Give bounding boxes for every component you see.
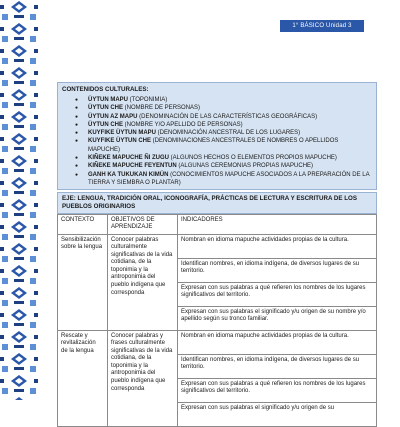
context-cell: Rescate y revitalización de la lengua bbox=[58, 331, 108, 427]
cultural-contents-title: CONTENIDOS CULTURALES: bbox=[62, 86, 149, 93]
objective-cell: Conocer palabras y frases culturalmente significativas de la vida cotidiana, de la toponimia y la antroponimia del pueblo indígena que corresponda bbox=[108, 331, 178, 427]
curriculum-table bbox=[57, 214, 377, 427]
unit-header-badge: 1° BÁSICO Unidad 3 bbox=[280, 20, 364, 32]
cultural-contents-box bbox=[57, 82, 377, 190]
list-item: ● KIÑEKE MAPUCHE ÑI ZUGU (ALGUNOS HECHOS O ELEMENTOS PROPIOS MAPUCHE) bbox=[88, 154, 372, 162]
indicator-cell: Expresan con sus palabras el significado y/u origen de su bbox=[178, 403, 377, 427]
axis-heading: EJE: LENGUA, TRADICIÓN ORAL, ICONOGRAFÍA, PRÁCTICAS DE LECTURA Y ESCRITURA DE LOS PUEBLOS ORIGINARIOS bbox=[57, 192, 377, 214]
header-indicadores: INDICADORES bbox=[178, 215, 377, 235]
indicator-cell: Nombran en idioma mapuche actividades propias de la cultura. bbox=[178, 235, 377, 259]
list-item: ● ÜYTUN CHE (NOMBRE DE PERSONAS) bbox=[88, 104, 372, 112]
indicator-cell: Expresan con sus palabras el significado y/u origen de su nombre y/o apellido según su tronco familiar. bbox=[178, 307, 377, 331]
indicator-cell: Identifican nombres, en idioma indígena, de diversos lugares de su territorio. bbox=[178, 259, 377, 283]
header-contexto: CONTEXTO bbox=[58, 215, 108, 235]
list-item: ● GANH KA TUKUKAN KIMÜN (CONOCIMIENTOS MAPUCHE ASOCIADOS A LA PREPARACIÓN DE LA TIERRA Y SIEMBRA O PLANTAR) bbox=[88, 171, 372, 188]
list-item: ● ÜYTUN CHE (NOMBRE Y/O APELLIDO DE PERSONAS) bbox=[88, 121, 372, 129]
decorative-border-pattern bbox=[0, 0, 38, 400]
table-row bbox=[58, 235, 377, 259]
list-item: ● KUYFIKE ÜYTUN MAPU (DENOMINACIÓN ANCESTRAL DE LOS LUGARES) bbox=[88, 129, 372, 137]
list-item: ● ÜYTUN AZ MAPU (DENOMINACIÓN DE LAS CARACTERÍSTICAS GEOGRÁFICAS) bbox=[88, 113, 372, 121]
objective-cell: Conocer palabras culturalmente significativas de la vida cotidiana, de la toponimia y la antroponimia del pueblo indígena que corresponda bbox=[108, 235, 178, 331]
cultural-contents-list bbox=[62, 96, 372, 187]
table-row bbox=[58, 331, 377, 355]
header-objetivos: OBJETIVOS DE APRENDIZAJE bbox=[108, 215, 178, 235]
list-item: ● KIÑEKE MAPUCHE FEYENTUN (ALGUNAS CEREMONIAS PROPIAS MAPUCHE) bbox=[88, 162, 372, 170]
table-header-row bbox=[58, 215, 377, 235]
context-cell: Sensibilización sobre la lengua bbox=[58, 235, 108, 331]
indicator-cell: Expresan con sus palabras a qué refieren los nombres de los lugares significativos del territorio. bbox=[178, 283, 377, 307]
list-item: ● KUYFIKE ÜYTUN CHE (DENOMINACIONES ANCESTRALES DE NOMBRES O APELLIDOS MAPUCHE) bbox=[88, 137, 372, 154]
list-item: ● ÜYTUN MAPU (TOPONIMIA) bbox=[88, 96, 372, 104]
indicator-cell: Identifican nombres, en idioma indígena, de diversos lugares de su territorio. bbox=[178, 355, 377, 379]
indicator-cell: Nombran en idioma mapuche actividades propias de la cultura. bbox=[178, 331, 377, 355]
indicator-cell: Expresan con sus palabras a qué refieren los nombres de los lugares significativos del territorio. bbox=[178, 379, 377, 403]
